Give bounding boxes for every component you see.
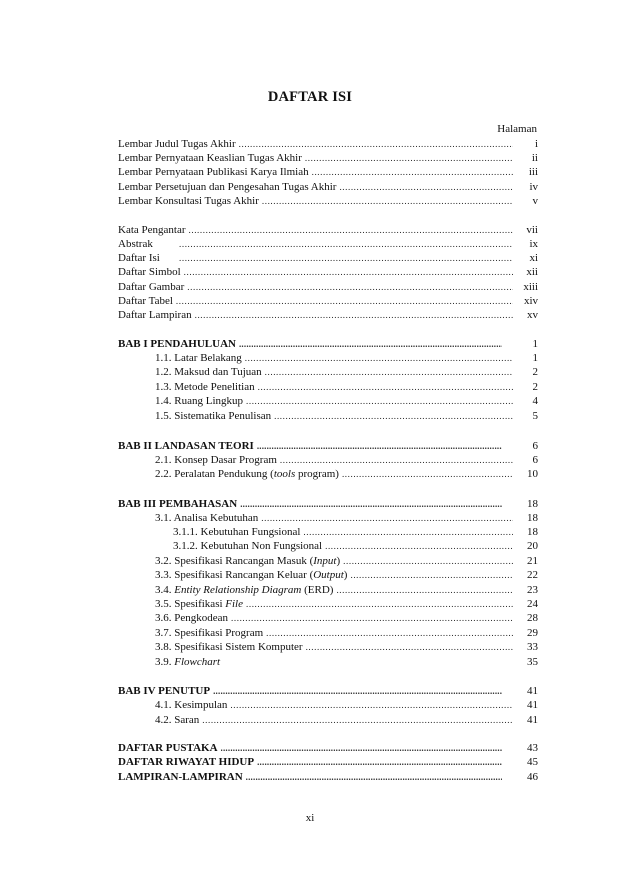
toc-entry[interactable] <box>155 698 538 712</box>
toc-entry[interactable] <box>155 409 538 423</box>
toc-page: 35 <box>527 656 538 668</box>
toc-entry[interactable] <box>118 180 538 194</box>
toc-leader <box>266 626 513 640</box>
toc-entry[interactable] <box>118 280 538 294</box>
toc-entry[interactable] <box>155 380 538 394</box>
toc-page: 18 <box>527 498 538 510</box>
toc-label: DAFTAR PUSTAKA <box>118 742 218 754</box>
toc-label: Lembar Pernyataan Publikasi Karya Ilmiah <box>118 166 309 178</box>
toc-page: v <box>532 195 538 207</box>
toc-chapter[interactable] <box>118 439 538 453</box>
toc-page: 20 <box>527 540 538 552</box>
toc-leader <box>306 640 513 654</box>
toc-page: 23 <box>527 584 538 596</box>
toc-label: 3.8. Spesifikasi Sistem Komputer <box>155 641 303 653</box>
toc-label-italic: Flowchart <box>174 656 221 668</box>
toc-label-text: program) <box>295 468 339 480</box>
toc-label: 4.1. Kesimpulan <box>155 699 228 711</box>
toc-label: 1.5. Sistematika Penulisan <box>155 410 272 422</box>
toc-leader <box>221 741 502 755</box>
toc-chapter[interactable] <box>118 741 538 755</box>
toc-leader <box>213 684 502 698</box>
toc-leader <box>325 539 513 553</box>
toc-label: 3.1. Analisa Kebutuhan <box>155 512 259 524</box>
toc-leader <box>230 698 513 712</box>
toc-leader <box>179 237 513 251</box>
toc-entry[interactable] <box>118 237 538 251</box>
toc-entry[interactable] <box>118 265 538 279</box>
toc-page: 41 <box>527 685 538 697</box>
toc-entry[interactable] <box>155 351 538 365</box>
toc-chapter[interactable] <box>118 684 538 698</box>
toc-page: 4 <box>532 395 538 407</box>
toc-label: Daftar Simbol <box>118 266 181 278</box>
toc-label: Daftar Gambar <box>118 281 185 293</box>
toc-page: 2 <box>532 381 538 393</box>
toc-entry[interactable] <box>155 713 538 727</box>
toc-entry[interactable] <box>155 655 538 669</box>
toc-chapter[interactable] <box>118 755 538 769</box>
toc-label-italic: Output <box>313 569 344 581</box>
toc-entry[interactable] <box>155 597 538 611</box>
toc-page: xv <box>527 309 538 321</box>
toc-label-text: ) <box>343 569 348 581</box>
toc-label-text: 3.9. <box>155 656 175 668</box>
toc-label: DAFTAR RIWAYAT HIDUP <box>118 756 255 768</box>
toc-entry[interactable] <box>118 194 538 208</box>
toc-leader <box>239 137 513 151</box>
toc-leader <box>202 713 513 727</box>
toc-page: 24 <box>527 598 538 610</box>
toc-entry[interactable] <box>118 151 538 165</box>
toc-page: 6 <box>532 440 538 452</box>
toc-label-text: 2.2. Peralatan Pendukung ( <box>155 468 274 480</box>
toc-entry[interactable] <box>155 453 538 467</box>
toc-label <box>155 597 243 611</box>
toc-label: Lembar Judul Tugas Akhir <box>118 138 236 150</box>
toc-label <box>155 554 340 568</box>
toc-page: iv <box>529 181 538 193</box>
toc-label-italic: tools <box>273 468 296 480</box>
toc-chapter[interactable] <box>118 337 538 351</box>
toc-label: Daftar Lampiran <box>118 309 192 321</box>
toc-page: ii <box>531 152 538 164</box>
toc-page: 1 <box>532 352 538 364</box>
toc-label: 1.3. Metode Penelitian <box>155 381 255 393</box>
toc-label-text: ) <box>336 555 341 567</box>
toc-page: 1 <box>532 338 538 350</box>
toc-label <box>155 655 220 669</box>
toc-label: Lembar Pernyataan Keaslian Tugas Akhir <box>118 152 302 164</box>
toc-leader <box>280 453 513 467</box>
toc-label: 3.1.1. Kebutuhan Fungsional <box>173 526 301 538</box>
toc-entry[interactable] <box>155 568 538 582</box>
toc-label: Daftar Tabel <box>118 295 173 307</box>
toc-label: 4.2. Saran <box>155 714 200 726</box>
toc-label-text: 3.3. Spesifikasi Rancangan Keluar ( <box>155 569 314 581</box>
toc-leader <box>195 308 513 322</box>
toc-leader <box>246 770 502 784</box>
toc-page: 18 <box>527 512 538 524</box>
toc-page: xi <box>529 252 538 264</box>
toc-page: 29 <box>527 627 538 639</box>
toc-leader <box>184 265 513 279</box>
toc-page: iii <box>528 166 538 178</box>
toc-leader <box>262 194 513 208</box>
toc-leader <box>265 365 513 379</box>
toc-page: 22 <box>527 569 538 581</box>
toc-chapter[interactable] <box>118 497 538 511</box>
toc-label: Daftar Isi <box>118 252 160 264</box>
toc-page: ix <box>529 238 538 250</box>
toc-page: 18 <box>527 526 538 538</box>
toc-label: Lembar Persetujuan dan Pengesahan Tugas Akhir <box>118 181 337 193</box>
toc-entry[interactable] <box>155 640 538 654</box>
toc-label-italic: File <box>225 598 243 610</box>
toc-label: BAB IV PENUTUP <box>118 685 211 697</box>
toc-label: Abstrak <box>118 238 153 250</box>
toc-label: BAB II LANDASAN TEORI <box>118 440 254 452</box>
toc-entry[interactable] <box>118 308 538 322</box>
toc-page: xiii <box>523 281 538 293</box>
toc-entry[interactable] <box>118 223 538 237</box>
toc-entry[interactable] <box>173 539 538 553</box>
toc-label: 2.1. Konsep Dasar Program <box>155 454 277 466</box>
toc-page: xiv <box>523 295 538 307</box>
toc-page: 21 <box>527 555 538 567</box>
toc-page: 10 <box>527 468 538 480</box>
toc-leader <box>176 294 513 308</box>
toc-label <box>155 568 347 582</box>
toc-leader <box>312 165 513 179</box>
toc-leader <box>257 439 502 453</box>
toc-label-italic: Input <box>313 555 337 567</box>
toc-label: LAMPIRAN-LAMPIRAN <box>118 771 243 783</box>
toc-page: 45 <box>527 756 538 768</box>
toc-page: 43 <box>527 742 538 754</box>
toc-label-text: 3.4. <box>155 584 175 596</box>
toc-leader <box>336 583 513 597</box>
toc-entry[interactable] <box>155 583 538 597</box>
toc-page: 2 <box>532 366 538 378</box>
toc-page: 46 <box>527 771 538 783</box>
toc-entry[interactable] <box>155 365 538 379</box>
toc-leader <box>303 525 513 539</box>
toc-label: 1.4. Ruang Lingkup <box>155 395 243 407</box>
toc-label-text: (ERD) <box>301 584 334 596</box>
toc-label <box>155 583 333 597</box>
toc-leader <box>231 611 513 625</box>
toc-entry[interactable] <box>155 511 538 525</box>
toc-label: BAB III PEMBAHASAN <box>118 498 238 510</box>
toc-leader <box>305 151 513 165</box>
toc-label-text: 3.2. Spesifikasi Rancangan Masuk ( <box>155 555 314 567</box>
toc-entry[interactable] <box>118 294 538 308</box>
toc-leader <box>246 394 513 408</box>
toc-label: BAB I PENDAHULUAN <box>118 338 236 350</box>
toc-label: Kata Pengantar <box>118 224 186 236</box>
toc-label: 1.2. Maksud dan Tujuan <box>155 366 262 378</box>
toc-entry[interactable] <box>155 554 538 568</box>
toc-label-italic: Entity Relationship Diagram <box>174 584 302 596</box>
toc-leader <box>339 180 513 194</box>
toc-leader <box>189 223 514 237</box>
toc-leader <box>240 497 502 511</box>
toc-label: 3.6. Pengkodean <box>155 612 229 624</box>
toc-page: 6 <box>532 454 538 466</box>
toc-leader <box>274 409 513 423</box>
toc-page: 33 <box>527 641 538 653</box>
toc-page: i <box>534 138 538 150</box>
toc-entry[interactable] <box>118 137 538 151</box>
toc-leader <box>179 251 513 265</box>
toc-entry[interactable] <box>173 525 538 539</box>
toc-leader <box>350 568 513 582</box>
toc-leader <box>342 467 513 481</box>
toc-page: 5 <box>532 410 538 422</box>
toc-leader <box>246 597 513 611</box>
toc-leader <box>245 351 513 365</box>
toc-leader <box>239 337 502 351</box>
toc-leader <box>257 755 502 769</box>
toc-page: 28 <box>527 612 538 624</box>
toc-entry[interactable] <box>155 626 538 640</box>
page-title: DAFTAR ISI <box>267 89 353 105</box>
toc-label: 1.1. Latar Belakang <box>155 352 242 364</box>
toc-page: 41 <box>527 714 538 726</box>
toc-page: 41 <box>527 699 538 711</box>
toc-leader <box>258 380 513 394</box>
toc-page: xii <box>526 266 538 278</box>
toc-entry[interactable] <box>118 165 538 179</box>
toc-label: 3.7. Spesifikasi Program <box>155 627 264 639</box>
halaman-header: Halaman <box>497 123 537 135</box>
toc-leader <box>261 511 513 525</box>
toc-label: 3.1.2. Kebutuhan Non Fungsional <box>173 540 323 552</box>
toc-page: vii <box>526 224 538 236</box>
toc-leader <box>187 280 513 294</box>
toc-entry[interactable] <box>155 467 538 481</box>
toc-entry[interactable] <box>155 394 538 408</box>
page-number: xi <box>305 812 315 824</box>
toc-entry[interactable] <box>118 251 538 265</box>
toc-leader <box>343 554 513 568</box>
toc-entry[interactable] <box>155 611 538 625</box>
toc-label: Lembar Konsultasi Tugas Akhir <box>118 195 259 207</box>
toc-chapter[interactable] <box>118 770 538 784</box>
toc-label-text: 3.5. Spesifikasi <box>155 598 226 610</box>
toc-label <box>155 467 339 481</box>
